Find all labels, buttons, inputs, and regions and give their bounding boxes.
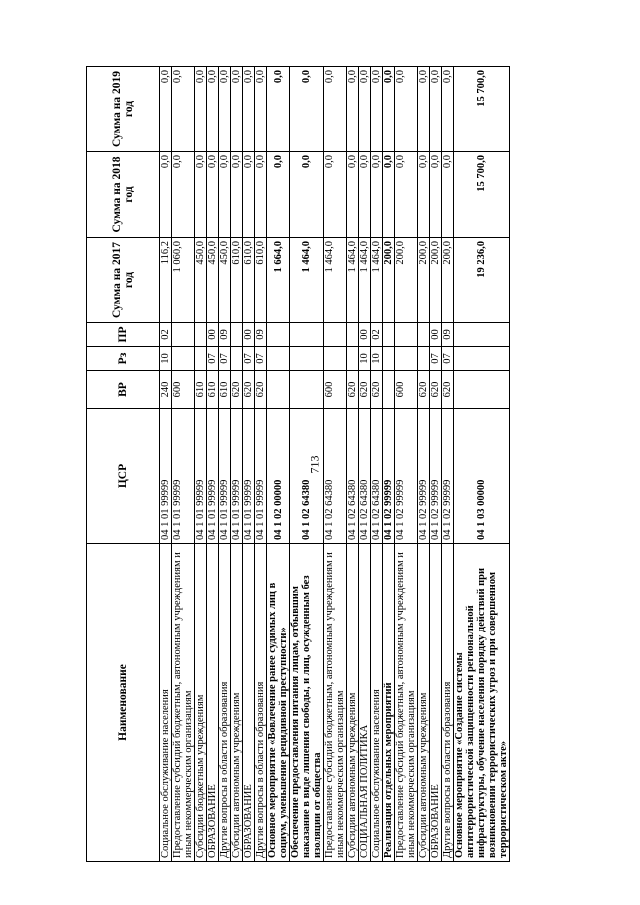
cell-name: Предоставление субсидий бюджетным, автономным учреждениям и иным некоммерческим организациям [324,544,347,862]
cell-pr [195,323,207,347]
cell-vr: 620 [371,371,383,409]
table-row [231,67,243,862]
header-vr: ВР [87,371,160,409]
cell-name: Субсидии автономным учреждениям [347,544,359,862]
cell-sum-2018: 0,0 [371,152,383,238]
cell-sum-2019: 0,0 [267,67,290,152]
cell-sum-2018: 0,0 [172,152,195,238]
cell-name: ОБРАЗОВАНИЕ [430,544,442,862]
cell-name: Социальное обслуживание населения [371,544,383,862]
table-row [267,67,290,862]
cell-sum-2018: 0,0 [255,152,267,238]
cell-rz [290,347,324,371]
table-row [324,67,347,862]
cell-vr: 620 [418,371,430,409]
cell-pr [454,323,510,347]
header-rz: Рз [87,347,160,371]
table-header-row [87,67,160,862]
cell-csr: 04 1 01 99999 [231,409,243,544]
cell-rz: 10 [371,347,383,371]
cell-pr: 02 [160,323,172,347]
cell-rz [324,347,347,371]
cell-vr: 610 [195,371,207,409]
cell-sum-2017: 200,0 [430,238,442,323]
cell-rz: 07 [219,347,231,371]
cell-rz: 07 [243,347,255,371]
header-csr: ЦСР [87,409,160,544]
cell-csr: 04 1 01 99999 [172,409,195,544]
header-pr: ПР [87,323,160,347]
cell-vr: 600 [395,371,418,409]
table-row [195,67,207,862]
cell-sum-2019: 0,0 [290,67,324,152]
cell-name: Другие вопросы в области образования [442,544,454,862]
table-row [454,67,510,862]
cell-pr [418,323,430,347]
cell-sum-2019: 0,0 [324,67,347,152]
cell-sum-2018: 0,0 [418,152,430,238]
cell-vr: 620 [231,371,243,409]
cell-csr: 04 1 02 64380 [324,409,347,544]
cell-name: Другие вопросы в области образования [255,544,267,862]
cell-vr: 610 [219,371,231,409]
cell-sum-2017: 450,0 [207,238,219,323]
cell-vr [454,371,510,409]
cell-csr: 04 1 01 99999 [243,409,255,544]
cell-rz [172,347,195,371]
cell-sum-2018: 0,0 [347,152,359,238]
cell-sum-2018: 0,0 [219,152,231,238]
cell-sum-2017: 200,0 [418,238,430,323]
cell-vr: 620 [430,371,442,409]
cell-sum-2017: 19 236,0 [454,238,510,323]
cell-sum-2018: 0,0 [243,152,255,238]
cell-rz: 10 [160,347,172,371]
cell-sum-2018: 0,0 [359,152,371,238]
cell-sum-2017: 1 464,0 [324,238,347,323]
cell-rz [231,347,243,371]
cell-rz [267,347,290,371]
cell-name: Основное мероприятие «Создание системы антитеррористической защищенности региональной инфраструктуры, обучение населения порядку действий при возникновении террористических угроз и при совершенном террористическом акте» [454,544,510,862]
cell-rz [395,347,418,371]
cell-pr [172,323,195,347]
cell-sum-2019: 0,0 [255,67,267,152]
cell-pr [324,323,347,347]
cell-sum-2017: 200,0 [383,238,395,323]
cell-pr: 00 [359,323,371,347]
cell-sum-2019: 0,0 [442,67,454,152]
cell-csr: 04 1 02 64380 [359,409,371,544]
table-row [219,67,231,862]
header-sum-2018: Сумма на 2018 год [87,152,160,238]
cell-name: Обеспечение предоставления питания лицам, отбывшим наказание в виде лишения свободы, и лиц, осужденным без изоляции от общества [290,544,324,862]
cell-vr: 620 [243,371,255,409]
cell-sum-2019: 0,0 [383,67,395,152]
table-row [172,67,195,862]
table-row [207,67,219,862]
cell-rz: 07 [255,347,267,371]
cell-csr: 04 1 02 99999 [395,409,418,544]
cell-pr: 09 [255,323,267,347]
cell-pr: 00 [207,323,219,347]
table-row [255,67,267,862]
cell-vr: 240 [160,371,172,409]
cell-csr: 04 1 02 99999 [430,409,442,544]
cell-sum-2018: 0,0 [395,152,418,238]
budget-table-rotated [86,67,550,862]
cell-csr: 04 1 03 00000 [454,409,510,544]
cell-csr: 04 1 02 64380 [347,409,359,544]
cell-sum-2018: 0,0 [290,152,324,238]
cell-rz [383,347,395,371]
cell-sum-2017: 610,0 [255,238,267,323]
cell-csr: 04 1 01 99999 [255,409,267,544]
table-row [383,67,395,862]
cell-sum-2017: 450,0 [195,238,207,323]
table-row [243,67,255,862]
cell-sum-2018: 15 700,0 [454,152,510,238]
cell-csr: 04 1 01 99999 [160,409,172,544]
cell-sum-2018: 0,0 [430,152,442,238]
cell-name: Предоставление субсидий бюджетным, автономным учреждениям и иным некоммерческим организациям [172,544,195,862]
cell-rz [418,347,430,371]
cell-csr: 04 1 01 99999 [207,409,219,544]
cell-sum-2017: 610,0 [231,238,243,323]
table-row [430,67,442,862]
cell-sum-2018: 0,0 [442,152,454,238]
cell-sum-2019: 0,0 [195,67,207,152]
cell-sum-2017: 1 464,0 [347,238,359,323]
cell-name: Субсидии автономным учреждениям [231,544,243,862]
table-row [418,67,430,862]
page-number: 713 [307,455,322,474]
cell-sum-2019: 0,0 [160,67,172,152]
cell-csr: 04 1 01 99999 [195,409,207,544]
cell-name: Предоставление субсидий бюджетным, автономным учреждениям и иным некоммерческим организациям [395,544,418,862]
cell-sum-2019: 15 700,0 [454,67,510,152]
cell-name: Субсидии автономным учреждениям [418,544,430,862]
cell-pr: 02 [371,323,383,347]
cell-rz [454,347,510,371]
cell-rz: 07 [430,347,442,371]
cell-rz: 07 [207,347,219,371]
cell-sum-2018: 0,0 [195,152,207,238]
cell-pr [383,323,395,347]
cell-vr [267,371,290,409]
cell-sum-2017: 1 464,0 [371,238,383,323]
cell-pr [395,323,418,347]
table-row [347,67,359,862]
cell-sum-2019: 0,0 [418,67,430,152]
cell-sum-2018: 0,0 [207,152,219,238]
table-row [371,67,383,862]
cell-rz [195,347,207,371]
cell-rz: 07 [442,347,454,371]
cell-sum-2017: 610,0 [243,238,255,323]
cell-sum-2017: 200,0 [395,238,418,323]
cell-csr: 04 1 02 64380 [371,409,383,544]
cell-name: Социальное обслуживание населения [160,544,172,862]
cell-rz [347,347,359,371]
table-row [290,67,324,862]
header-sum-2017: Сумма на 2017 год [87,238,160,323]
cell-csr: 04 1 02 99999 [442,409,454,544]
header-sum-2019: Сумма на 2019 год [87,67,160,152]
budget-table [86,66,510,862]
cell-csr: 04 1 02 99999 [383,409,395,544]
cell-pr [267,323,290,347]
cell-csr: 04 1 02 00000 [267,409,290,544]
cell-pr: 09 [219,323,231,347]
cell-pr: 00 [243,323,255,347]
cell-name: ОБРАЗОВАНИЕ [243,544,255,862]
cell-sum-2019: 0,0 [219,67,231,152]
cell-sum-2019: 0,0 [207,67,219,152]
cell-vr: 610 [207,371,219,409]
cell-vr [383,371,395,409]
cell-vr: 620 [442,371,454,409]
cell-pr [347,323,359,347]
cell-rz: 10 [359,347,371,371]
cell-sum-2018: 0,0 [231,152,243,238]
cell-sum-2019: 0,0 [359,67,371,152]
table-row [442,67,454,862]
cell-sum-2017: 200,0 [442,238,454,323]
cell-pr [231,323,243,347]
table-row [359,67,371,862]
cell-sum-2018: 0,0 [383,152,395,238]
cell-sum-2019: 0,0 [395,67,418,152]
cell-vr: 600 [324,371,347,409]
cell-pr [290,323,324,347]
cell-sum-2019: 0,0 [231,67,243,152]
table-row [160,67,172,862]
cell-sum-2018: 0,0 [267,152,290,238]
cell-sum-2017: 450,0 [219,238,231,323]
cell-sum-2019: 0,0 [430,67,442,152]
cell-sum-2018: 0,0 [324,152,347,238]
cell-name: Реализация отдельных мероприятий [383,544,395,862]
cell-name: Субсидии бюджетным учреждениям [195,544,207,862]
cell-csr: 04 1 02 99999 [418,409,430,544]
cell-csr: 04 1 01 99999 [219,409,231,544]
cell-name: ОБРАЗОВАНИЕ [207,544,219,862]
table-row [395,67,418,862]
cell-vr: 620 [255,371,267,409]
cell-sum-2019: 0,0 [371,67,383,152]
cell-sum-2019: 0,0 [172,67,195,152]
cell-sum-2019: 0,0 [347,67,359,152]
cell-sum-2017: 1 060,0 [172,238,195,323]
cell-pr: 09 [442,323,454,347]
cell-sum-2017: 1 664,0 [267,238,290,323]
cell-sum-2017: 116,2 [160,238,172,323]
cell-sum-2017: 1 464,0 [290,238,324,323]
cell-vr: 620 [359,371,371,409]
cell-pr: 00 [430,323,442,347]
cell-vr [290,371,324,409]
cell-sum-2018: 0,0 [160,152,172,238]
header-name: Наименование [87,544,160,862]
cell-vr: 600 [172,371,195,409]
cell-vr: 620 [347,371,359,409]
cell-sum-2019: 0,0 [243,67,255,152]
cell-name: Другие вопросы в области образования [219,544,231,862]
cell-name: Основное мероприятие «Вовлечение ранее судимых лиц в социум, уменьшение рецидивной преступности» [267,544,290,862]
cell-sum-2017: 1 464,0 [359,238,371,323]
cell-csr: 04 1 02 64380 [290,409,324,544]
table-body [160,67,510,862]
cell-name: СОЦИАЛЬНАЯ ПОЛИТИКА [359,544,371,862]
